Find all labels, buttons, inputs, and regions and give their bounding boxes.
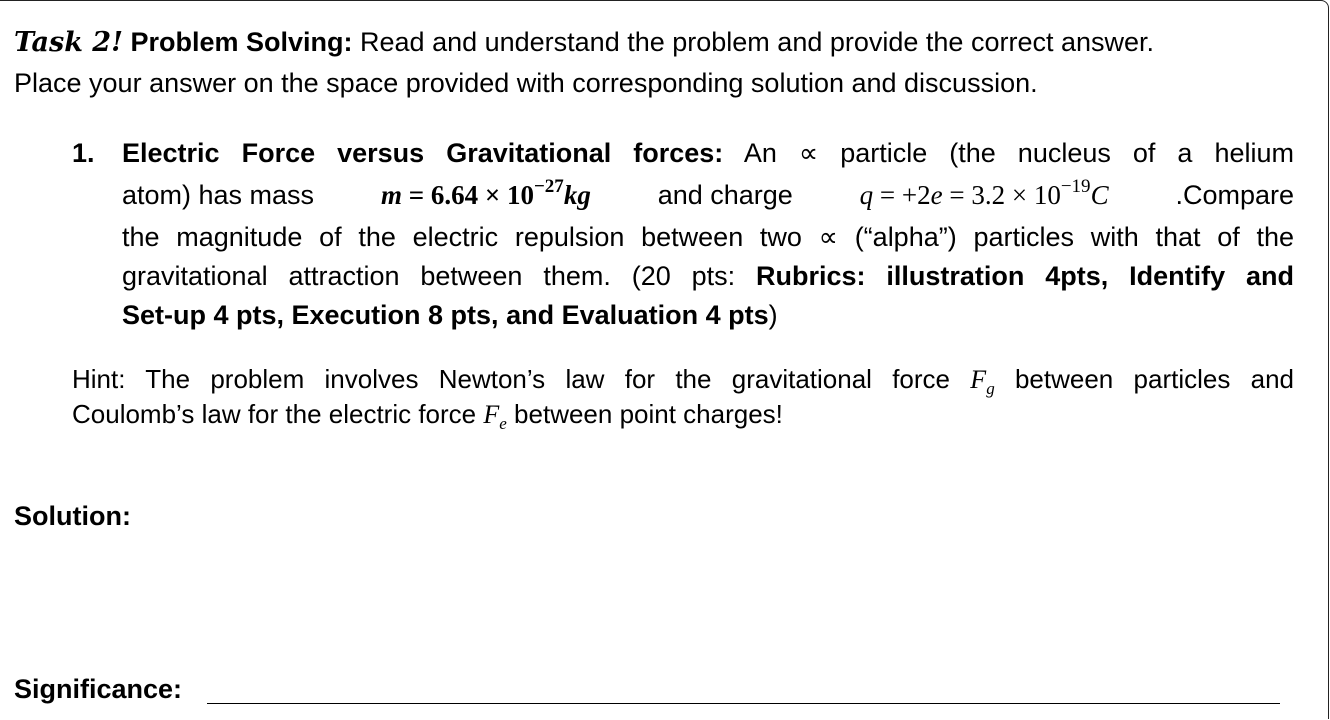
problem-number: 1. — [72, 138, 95, 168]
problem-line4 — [122, 260, 1294, 292]
problem-line2-post: .Compare — [1175, 180, 1294, 210]
charge-eq: = +2 — [879, 180, 931, 210]
hint-line2 — [72, 398, 783, 431]
problem-line2-mid: and charge — [657, 180, 793, 210]
mass-variable: m — [380, 180, 402, 210]
charge-variable: q — [859, 180, 874, 210]
charge-exponent: −19 — [1060, 176, 1091, 197]
charge-unit: C — [1090, 180, 1109, 210]
problem-line3: the magnitude of the electric repulsion between two ∝ (“alpha”) particles with that of the — [122, 222, 1294, 252]
problem-title: Electric Force versus Gravitational forces: — [122, 138, 724, 168]
task-heading: Problem Solving: — [130, 27, 353, 57]
hint-line1-post: between particles and — [1014, 364, 1294, 394]
problem-line4-normal: gravitational attraction between them. (20 pts: — [122, 261, 736, 291]
significance-label: Significance: — [14, 674, 183, 704]
charge-e: e — [930, 180, 943, 210]
problem-rubrics-part1: Rubrics: illustration 4pts, Identify and — [755, 261, 1294, 291]
task-header-line1 — [14, 26, 1154, 59]
hint-fe — [483, 400, 507, 433]
task-label: Task 2! — [14, 27, 123, 58]
hint-line1-pre: Hint: The problem involves Newton’s law for the gravitational force — [72, 364, 951, 394]
significance-answer-line[interactable] — [207, 675, 1280, 704]
hint-fe-sub: e — [499, 414, 507, 433]
task-intro-line2: Place your answer on the space provided with corresponding solution and discussion. — [14, 68, 1038, 98]
mass-expression — [380, 176, 591, 211]
mass-unit: kg — [563, 180, 591, 210]
problem-rubrics-part2: Set-up 4 pts, Execution 8 pts, and Evaluation 4 pts — [122, 300, 769, 330]
task-intro-line1: Read and understand the problem and provide the correct answer. — [360, 27, 1155, 57]
problem-line1-text: An ∝ particle (the nucleus of a helium — [743, 138, 1294, 168]
mass-value: = 6.64 × 10 — [408, 180, 534, 210]
mass-exponent: −27 — [533, 176, 564, 197]
hint-fg-base: F — [970, 365, 987, 394]
problem-line1 — [122, 137, 1294, 169]
hint-line2-pre: Coulomb’s law for the electric force — [72, 399, 477, 429]
problem-line2-pre: atom) has mass — [122, 180, 315, 210]
hint-fe-base: F — [483, 400, 500, 429]
hint-fg — [970, 365, 995, 398]
problem-line5 — [122, 299, 778, 331]
problem-line2 — [122, 176, 1294, 211]
hint-line1 — [72, 363, 1294, 396]
charge-expression — [859, 176, 1109, 211]
problem-line5-end: ) — [768, 300, 778, 330]
solution-label: Solution: — [14, 501, 131, 531]
hint-fg-sub: g — [986, 379, 995, 398]
charge-value: = 3.2 × 10 — [949, 180, 1061, 210]
hint-line2-post: between point charges! — [514, 399, 783, 429]
